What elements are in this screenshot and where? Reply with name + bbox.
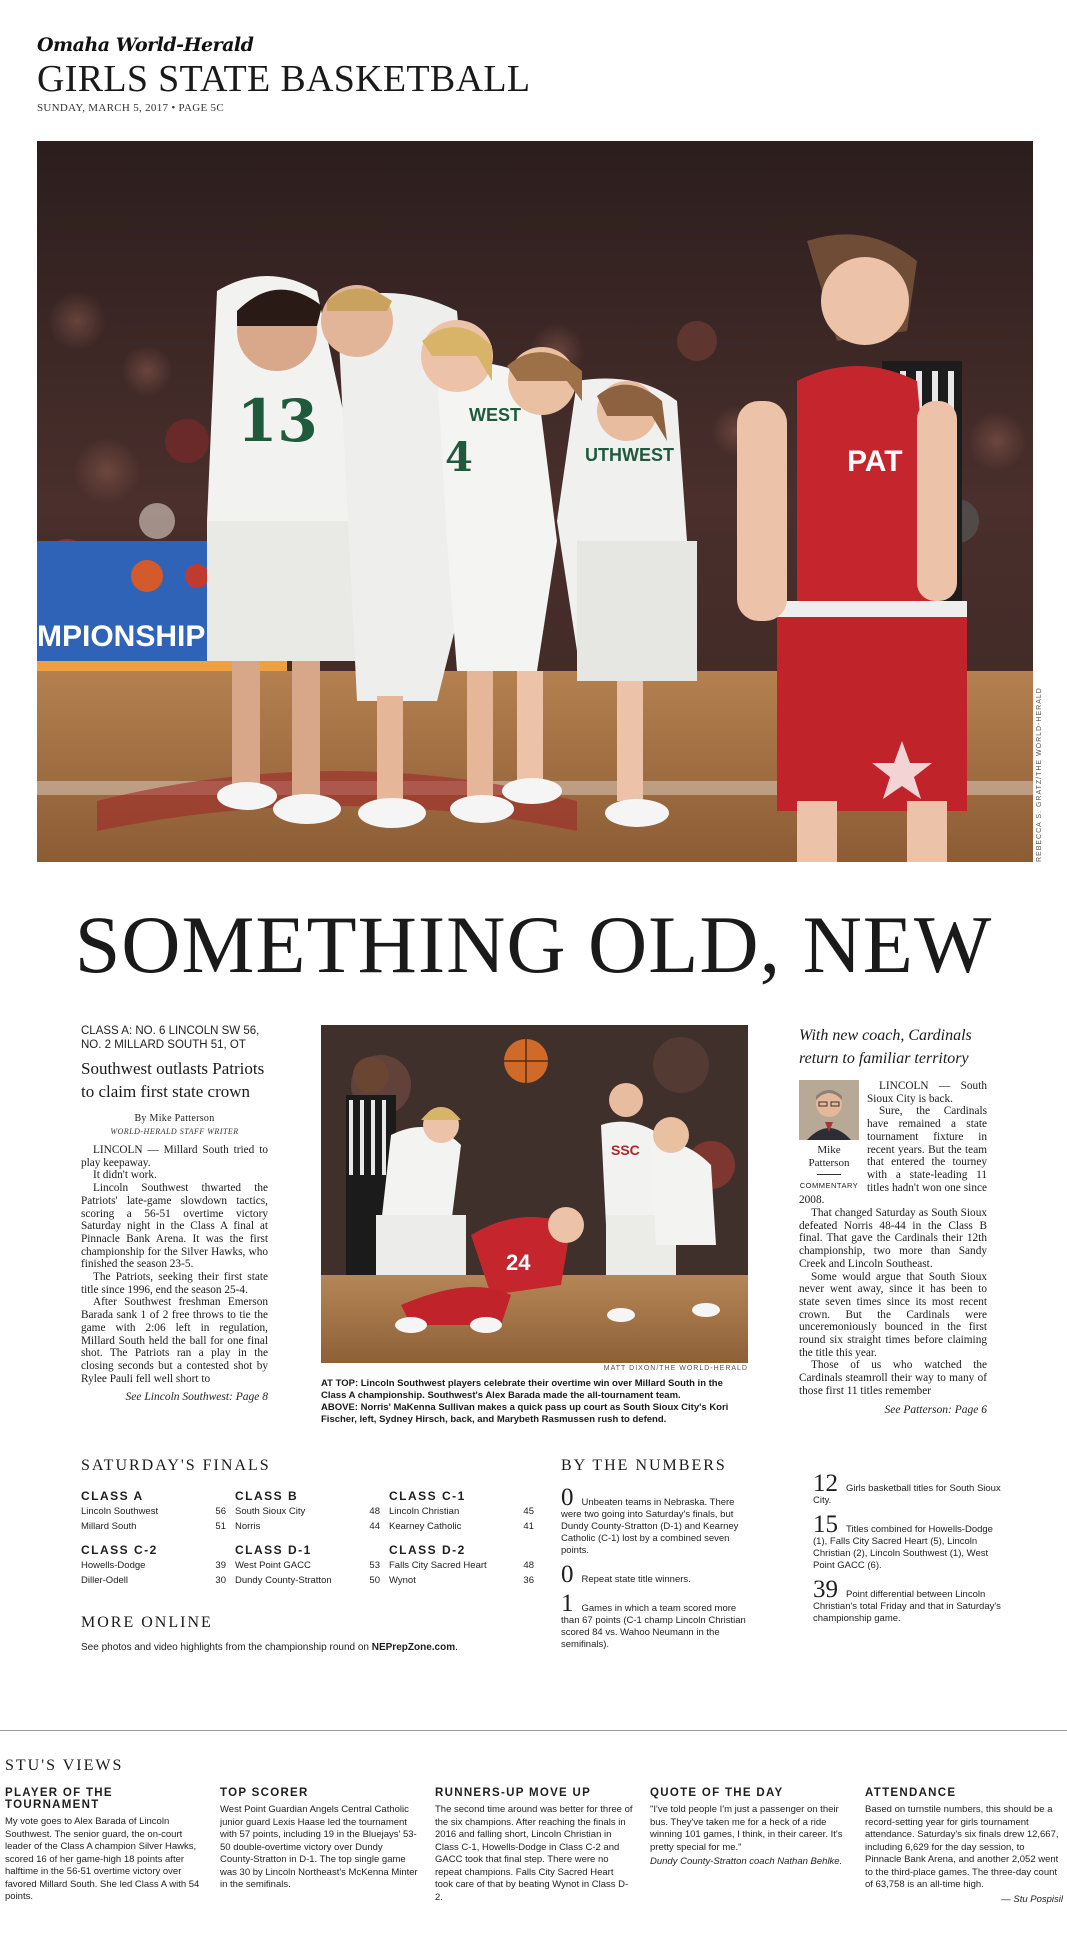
class-result — [235, 1543, 380, 1587]
numbers-columns — [561, 1470, 1001, 1660]
more-online-period: . — [455, 1642, 458, 1653]
jersey-number-13: 13 — [237, 387, 318, 455]
team-name: Lincoln Southwest — [81, 1506, 159, 1517]
by-the-numbers-box — [561, 1457, 1001, 1660]
number-description: Repeat state title winners. — [581, 1574, 691, 1585]
stu-item — [435, 1787, 633, 1905]
story-paragraph: It didn't work. — [93, 1169, 157, 1182]
team-score: 30 — [215, 1575, 226, 1586]
jersey-text-ssc: SSC — [611, 1142, 640, 1158]
stu-item-head: ATTENDANCE — [865, 1787, 957, 1799]
big-number: 39 — [813, 1576, 838, 1603]
team-name: Wynot — [389, 1575, 416, 1586]
number-description: Titles combined for Howells-Dodge (1), Falls City Sacred Heart (5), Lincoln Christian (2), Lincoln Southwest (1), West Point GACC (6). — [813, 1524, 993, 1571]
story-paragraph: LINCOLN — South Sioux City is back. — [867, 1080, 987, 1105]
story-paragraph: That changed Saturday as South Sioux defeated Norris 48-44 in the Class B final. That gave the Cardinals their 12th championship, two more than Sandy Creek and Lincoln Southeast. — [799, 1207, 987, 1270]
jersey-number-4: 4 — [445, 434, 473, 481]
author-signature: — Stu Pospisil — [1001, 1893, 1063, 1905]
team-name: Millard South — [81, 1521, 137, 1532]
finals-title: SATURDAY'S FINALS — [81, 1457, 271, 1474]
class-result — [389, 1489, 534, 1533]
saturdays-finals-box — [81, 1457, 541, 1587]
section-divider — [0, 1730, 1067, 1731]
story-paragraph: Those of us who watched the Cardinals steamroll their way to many of those first 11 titles remember — [799, 1359, 987, 1397]
stu-item-text: Based on turnstile numbers, this should be a record-setting year for girls tournament attendance. Saturday's six finals drew 12,667, including 6,629 for the day session, to Pinnacle Bank Arena, and another 2,052 went to the third-place games. The three-day count of 63,758 is an all-time high. — [865, 1804, 1059, 1890]
class-name: CLASS D-1 — [235, 1543, 312, 1557]
team-name: Dundy County-Stratton — [235, 1575, 332, 1586]
stu-item — [650, 1787, 848, 1905]
number-item — [561, 1590, 749, 1651]
jump-line: See Lincoln Southwest: Page 8 — [125, 1391, 268, 1404]
main-photo-credit: REBECCA S. GRATZ/THE WORLD-HERALD — [1036, 687, 1043, 862]
team-score: 53 — [369, 1560, 380, 1571]
caption-above: ABOVE: Norris' MaKenna Sullivan makes a quick pass up court as South Sioux City's Kori Fischer, left, Sydney Hirsch, back, and Marybeth Rasmussen rush to defend. — [321, 1402, 729, 1425]
class-result — [389, 1543, 534, 1587]
score-row — [235, 1520, 380, 1533]
neprepzone-link[interactable]: NEPrepZone.com — [371, 1642, 456, 1653]
masthead — [37, 34, 530, 114]
center-photo-credit: MATT DIXON/THE WORLD-HERALD — [603, 1365, 748, 1372]
score-row — [235, 1574, 380, 1587]
score-row — [389, 1574, 534, 1587]
score-row — [389, 1505, 534, 1518]
more-online-sentence: See photos and video highlights from the championship round on — [81, 1642, 372, 1653]
numbers-column-right — [813, 1470, 1001, 1660]
big-number: 0 — [561, 1484, 574, 1511]
dateline: SUNDAY, MARCH 5, 2017 • PAGE 5C — [37, 102, 224, 114]
story-lincoln-southwest — [81, 1024, 268, 1403]
score-row — [389, 1520, 534, 1533]
stus-views-title: STU'S VIEWS — [5, 1757, 124, 1774]
big-number: 12 — [813, 1470, 838, 1497]
number-description: Unbeaten teams in Nebraska. There were two going into Saturday's finals, but Dundy County-Stratton (D-1) and Kearney Catholic (C-1) lost by a combined seven points. — [561, 1497, 739, 1556]
number-item — [561, 1484, 749, 1557]
more-online-text — [81, 1642, 541, 1653]
section-title: GIRLS STATE BASKETBALL — [37, 58, 531, 100]
stu-item-text: My vote goes to Alex Barada of Lincoln Southwest. The senior guard, the on-court leader of the Class A champion Silver Hawks, scored 16 of her game-high 18 points after halftime in the 56-51 overtime victory over favored Millard South. She led Class A with 54 points. — [5, 1816, 200, 1902]
number-item — [561, 1561, 749, 1588]
commentary-body-wrap — [799, 1080, 987, 1398]
score-row — [81, 1505, 226, 1518]
stu-item-text: "I've told people I'm just a passenger on their bus. They've taken me for a heck of a ride winning 101 games, I think, in their career. It's pretty special for me." — [650, 1804, 843, 1853]
headline: SOMETHING OLD, NEW — [74, 899, 993, 990]
team-name: Lincoln Christian — [389, 1506, 460, 1517]
score-row — [81, 1559, 226, 1572]
number-description: Point differential between Lincoln Christian's total Friday and that in Saturday's championship game. — [813, 1589, 1001, 1624]
team-score: 50 — [369, 1575, 380, 1586]
number-item — [813, 1576, 1001, 1625]
number-description: Games in which a team scored more than 67 points (C-1 champ Lincoln Christian scored 84 vs. Wahoo Neumann in the semifinals). — [561, 1603, 746, 1650]
class-name: CLASS C-1 — [389, 1489, 466, 1503]
story-paragraph: LINCOLN — Millard South tried to play keepaway. — [81, 1144, 268, 1169]
stu-item-head: RUNNERS-UP MOVE UP — [435, 1787, 592, 1799]
byline: By Mike Patterson — [134, 1113, 215, 1124]
class-name: CLASS A — [81, 1489, 144, 1503]
story-paragraph: Some would argue that South Sioux never went away, since it has been to state seven times since its most recent crown. But the Cardinals were unceremoniously bounced in the first round six straight times before claiming the title this year. — [799, 1270, 987, 1359]
finals-grid — [81, 1489, 541, 1587]
commentary-patterson — [799, 1024, 987, 1416]
jersey-text-southwest: UTHWEST — [585, 445, 674, 465]
score-row — [235, 1505, 380, 1518]
jersey-text-west: WEST — [469, 405, 521, 425]
score-row — [389, 1559, 534, 1572]
jersey-number-24: 24 — [506, 1250, 531, 1275]
stus-views-grid — [5, 1787, 1063, 1905]
team-name: South Sioux City — [235, 1506, 306, 1517]
stu-item-text: West Point Guardian Angels Central Catholic junior guard Lexis Haase led the tournament with 57 points, including 19 in the Bluejays' 53-50 double-overtime victory over Dundy County-Stratton in D-1. The top single game was 30 by Lincoln Northeast's McKenna Minter in the semifinals. — [220, 1804, 418, 1890]
team-score: 51 — [215, 1521, 226, 1532]
jersey-text-patriots: PAT — [847, 445, 903, 478]
team-score: 45 — [523, 1506, 534, 1517]
number-description: Girls basketball titles for South Sioux City. — [813, 1483, 1001, 1506]
stu-item — [865, 1787, 1063, 1905]
columnist-mug — [799, 1080, 859, 1190]
stu-item-head: TOP SCORER — [220, 1787, 309, 1799]
score-row — [81, 1574, 226, 1587]
celebration-photo-illustration — [37, 141, 1033, 862]
newspaper-logo: Omaha World-Herald — [37, 34, 254, 56]
number-item — [813, 1470, 1001, 1507]
quote-attribution: Dundy County-Stratton coach Nathan Behlke. — [650, 1856, 843, 1867]
stu-item-head: QUOTE OF THE DAY — [650, 1787, 784, 1799]
columnist-name: Mike Patterson — [808, 1144, 850, 1169]
team-name: Kearney Catholic — [389, 1521, 462, 1532]
stu-item — [220, 1787, 418, 1905]
team-score: 39 — [215, 1560, 226, 1571]
kicker-line-1: CLASS A: NO. 6 LINCOLN SW 56, — [81, 1025, 260, 1037]
columnist-photo — [799, 1080, 859, 1140]
main-photo — [37, 141, 1033, 862]
number-item — [813, 1511, 1001, 1572]
numbers-column-left — [561, 1484, 749, 1660]
class-result — [81, 1489, 226, 1533]
stu-item-text: The second time around was better for three of the six champions. After reaching the finals in 2016 and falling short, Lincoln Christian in Class C-1, Howells-Dodge in Class C-2 and GACC took that final step. There were no repeat champions. Falls City Sacred Heart took care of that by beating Wynot in Class D-2. — [435, 1804, 633, 1903]
class-name: CLASS C-2 — [81, 1543, 158, 1557]
score-row — [81, 1520, 226, 1533]
commentary-headline: With new coach, Cardinals return to familiar territory — [799, 1027, 972, 1067]
story-paragraph: The Patriots, seeking their first state title since 1996, end the season 25-4. — [81, 1271, 268, 1296]
more-online-title: MORE ONLINE — [81, 1614, 213, 1631]
center-photo — [321, 1025, 748, 1363]
mug-divider — [817, 1174, 841, 1175]
team-score: 48 — [523, 1560, 534, 1571]
photo-caption — [321, 1378, 748, 1426]
team-name: Falls City Sacred Heart — [389, 1560, 487, 1571]
story-paragraph: Sure, the Cardinals have remained a state tournament fixture in recent years. But the team that entered the tourney with a state-leading 11 titles hadn't won one since 2008. — [799, 1105, 987, 1207]
big-number: 1 — [561, 1590, 574, 1617]
team-score: 44 — [369, 1521, 380, 1532]
kicker-line-2: NO. 2 MILLARD SOUTH 51, OT — [81, 1039, 246, 1051]
class-result — [235, 1489, 380, 1533]
numbers-title: BY THE NUMBERS — [561, 1457, 727, 1474]
team-name: Howells-Dodge — [81, 1560, 146, 1571]
jump-line: See Patterson: Page 6 — [884, 1403, 987, 1416]
team-score: 48 — [369, 1506, 380, 1517]
story-body — [81, 1144, 268, 1385]
score-row — [235, 1559, 380, 1572]
team-name: Norris — [235, 1521, 261, 1532]
commentary-label: COMMENTARY — [799, 1181, 859, 1190]
team-score: 36 — [523, 1575, 534, 1586]
big-number: 15 — [813, 1511, 838, 1538]
game-action-photo-illustration — [321, 1025, 748, 1363]
stu-item — [5, 1787, 203, 1905]
team-score: 56 — [215, 1506, 226, 1517]
team-name: Diller-Odell — [81, 1575, 128, 1586]
story-paragraph: Lincoln Southwest thwarted the Patriots' late-game slowdown tactics, scoring a 56-51 overtime victory Saturday night in the Class A final at Pinnacle Bank Arena. It was the first championship for the Silver Hawks, who finished the season 23-5. — [81, 1182, 268, 1271]
story-deck: Southwest outlasts Patriots to claim first state crown — [81, 1059, 265, 1101]
class-result — [81, 1543, 226, 1587]
team-name: West Point GACC — [235, 1560, 311, 1571]
class-name: CLASS B — [235, 1489, 299, 1503]
byline-affiliation: WORLD-HERALD STAFF WRITER — [110, 1127, 239, 1136]
team-score: 41 — [523, 1521, 534, 1532]
story-paragraph: After Southwest freshman Emerson Barada sank 1 of 2 free throws to tie the game with 2:06 left in regulation, Millard South held the ball for one final shot. The Patriots ran a play in the closing seconds but a contested shot by Rylee Pauli fell well short to — [81, 1296, 268, 1385]
more-online-box — [81, 1614, 541, 1653]
stus-views-box — [5, 1757, 1063, 1905]
class-name: CLASS D-2 — [389, 1543, 466, 1557]
stu-item-head: PLAYER OF THE TOURNAMENT — [5, 1787, 113, 1811]
big-number: 0 — [561, 1561, 574, 1588]
avatar — [799, 1080, 859, 1140]
banner-text: MPIONSHIP — [37, 620, 206, 653]
caption-at-top: AT TOP: Lincoln Southwest players celebrate their overtime win over Millard South in the Class A championship. Southwest's Alex Barada made the all-tournament team. — [321, 1378, 723, 1401]
